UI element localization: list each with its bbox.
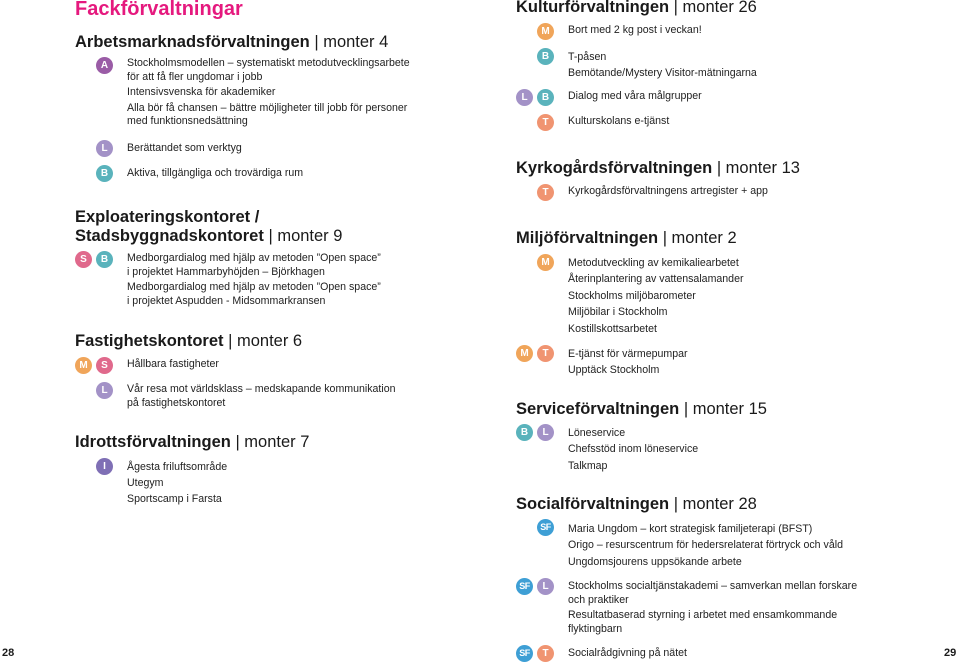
badge-i: I — [96, 458, 113, 475]
item-line: E-tjänst för värmepumpar — [568, 348, 688, 360]
section-name: Stadsbyggnadskontoret — [75, 227, 264, 245]
section-monter: | monter 15 — [683, 400, 767, 418]
item-line: Maria Ungdom – kort strategisk familjeterapi (BFST) — [568, 523, 813, 535]
badge-b: B — [516, 424, 533, 441]
badge-t: T — [537, 184, 554, 201]
badge-s: S — [75, 251, 92, 268]
section-monter: | monter 13 — [716, 159, 800, 177]
list-item — [568, 580, 857, 636]
section-monter: | monter 2 — [662, 229, 737, 247]
list-item: Aktiva, tillgängliga och trovärdiga rum — [127, 167, 304, 179]
item-line: och praktiker — [568, 593, 629, 606]
section-monter: | monter 7 — [235, 433, 310, 451]
badge-m: M — [516, 345, 533, 362]
list-item: Hållbara fastigheter — [127, 358, 219, 370]
badge-t: T — [537, 645, 554, 662]
section-name: Fastighetskontoret — [75, 332, 224, 350]
list-item — [568, 425, 698, 474]
badge-b: B — [96, 165, 113, 182]
section-heading-service — [516, 400, 767, 419]
item-line: Stockholms socialtjänstakademi – samverkan mellan forskare — [568, 580, 858, 592]
list-item: Kulturskolans e-tjänst — [568, 115, 670, 127]
list-item — [568, 49, 757, 81]
list-item: Socialrådgivning på nätet — [568, 647, 687, 659]
section-monter: | monter 28 — [673, 495, 757, 513]
item-line: Återinplantering av vattensalamander — [568, 273, 744, 286]
section-name: Idrottsförvaltningen — [75, 433, 231, 451]
item-line: Kostillskottsarbetet — [568, 322, 657, 335]
item-line: Utegym — [127, 477, 164, 489]
section-heading-idrott — [75, 433, 309, 452]
badge-sf: SF — [516, 645, 533, 662]
item-line: Ungdomsjourens uppsökande arbete — [568, 555, 742, 568]
item-line: i projektet Hammarbyhöjden – Björkhagen — [127, 265, 325, 278]
section-heading-kyrkogard — [516, 159, 800, 178]
badge-l: L — [96, 140, 113, 157]
badge-b: B — [96, 251, 113, 268]
section-heading-fastighet — [75, 332, 302, 351]
section-monter: | monter 26 — [673, 0, 757, 16]
item-line: Intensivsvenska för akademiker — [127, 86, 276, 99]
section-monter: | monter 4 — [314, 33, 389, 51]
item-line: Löneservice — [568, 427, 626, 439]
item-line: Bemötande/Mystery Visitor-mätningarna — [568, 67, 757, 79]
badge-t: T — [537, 345, 554, 362]
item-line: Vår resa mot världsklass – medskapande kommunikation — [127, 383, 396, 395]
item-line: Medborgardialog med hjälp av metoden ”Open space” — [127, 252, 381, 264]
item-line: Stockholmsmodellen – systematiskt metodutvecklingsarbete — [127, 57, 410, 69]
list-item — [568, 346, 688, 379]
badge-a: A — [96, 57, 113, 74]
badge-m: M — [537, 23, 554, 40]
item-line: Metodutveckling av kemikaliearbetet — [568, 257, 739, 269]
page-title: Fackförvaltningar — [75, 0, 243, 20]
list-item — [127, 252, 381, 308]
list-item: Berättandet som verktyg — [127, 142, 242, 154]
list-item — [127, 383, 396, 410]
badge-b: B — [537, 48, 554, 65]
item-line: flyktingbarn — [568, 622, 623, 635]
list-item — [127, 459, 227, 507]
item-line: T-påsen — [568, 51, 607, 63]
badge-l: L — [516, 89, 533, 106]
item-line: Stockholms miljöbarometer — [568, 289, 696, 302]
section-name: Exploateringskontoret / — [75, 208, 260, 226]
item-line: Ågesta friluftsområde — [127, 461, 228, 473]
badge-t: T — [537, 114, 554, 131]
item-line: Alla bör få chansen – bättre möjligheter till jobb för personer — [127, 101, 408, 114]
page-number-left: 28 — [2, 647, 15, 659]
badge-b: B — [537, 89, 554, 106]
item-line: Sportscamp i Farsta — [127, 493, 222, 505]
badge-sf: SF — [537, 519, 554, 536]
section-heading-arbetsmarknad — [75, 33, 388, 52]
section-name: Arbetsmarknadsförvaltningen — [75, 33, 310, 51]
section-heading-social — [516, 495, 757, 514]
badge-l: L — [537, 424, 554, 441]
list-item: Dialog med våra målgrupper — [568, 90, 702, 102]
section-name: Socialförvaltningen — [516, 495, 670, 513]
item-line: Upptäck Stockholm — [568, 364, 660, 377]
list-item: Kyrkogårdsförvaltningens artregister + app — [568, 185, 768, 197]
section-heading-kultur — [516, 0, 757, 17]
section-monter: | monter 6 — [228, 332, 303, 350]
item-line: för att få fler ungdomar i jobb — [127, 70, 263, 83]
badge-s: S — [96, 357, 113, 374]
badge-m: M — [75, 357, 92, 374]
section-name: Serviceförvaltningen — [516, 400, 680, 418]
list-item — [568, 521, 843, 570]
section-name: Kulturförvaltningen — [516, 0, 670, 16]
section-heading-exploatering — [75, 208, 342, 246]
item-line: Medborgardialog med hjälp av metoden ”Open space” — [127, 281, 381, 294]
item-line: med funktionsnedsättning — [127, 115, 248, 128]
badge-m: M — [537, 254, 554, 271]
item-line: Origo – resurscentrum för hedersrelaterat förtryck och våld — [568, 539, 843, 552]
section-name: Miljöförvaltningen — [516, 229, 659, 247]
item-line: Chefsstöd inom löneservice — [568, 443, 699, 456]
item-line: i projektet Aspudden - Midsommarkransen — [127, 294, 326, 307]
list-item: Bort med 2 kg post i veckan! — [568, 24, 702, 36]
item-line: Miljöbilar i Stockholm — [568, 306, 668, 319]
section-name: Kyrkogårdsförvaltningen — [516, 159, 713, 177]
list-item — [568, 255, 744, 337]
badge-l: L — [537, 578, 554, 595]
badge-sf: SF — [516, 578, 533, 595]
section-monter: | monter 9 — [268, 227, 343, 245]
item-line: Talkmap — [568, 459, 608, 472]
item-line: Resultatbaserad styrning i arbetet med ensamkommande — [568, 609, 838, 622]
page-number-right: 29 — [944, 647, 957, 659]
section-heading-miljo — [516, 229, 737, 248]
badge-l: L — [96, 382, 113, 399]
item-line: på fastighetskontoret — [127, 396, 226, 409]
list-item — [127, 57, 410, 129]
